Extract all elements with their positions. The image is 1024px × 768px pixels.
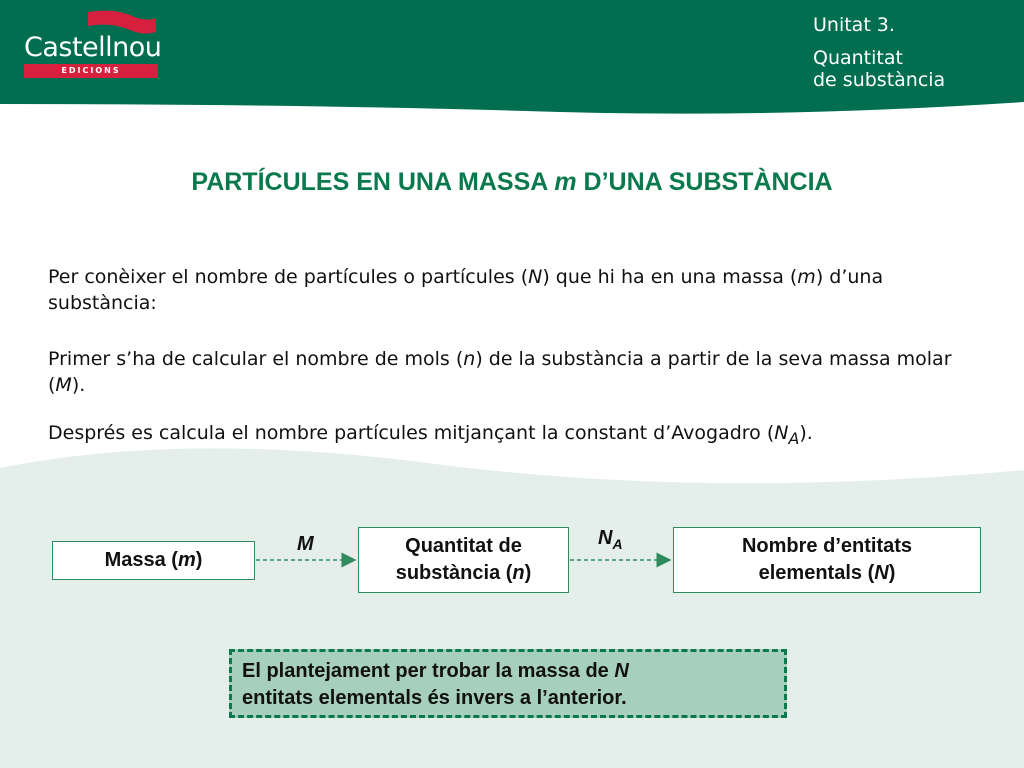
unit-number: Unitat 3.	[813, 14, 895, 36]
note-box: El plantejament per trobar la massa de N entitats elementals és invers a l’anterior.	[229, 649, 787, 718]
box-mass: Massa (m)	[52, 541, 255, 580]
unit-title-line2: de substància	[813, 69, 946, 91]
box-amount-substance: Quantitat de substància (n)	[358, 527, 569, 593]
paragraph-step1: Primer s’ha de calcular el nombre de mols (n) de la substància a partir de la seva massa molar (M).	[48, 348, 952, 396]
box-elementary-entities: Nombre d’entitats elementals (N)	[673, 527, 981, 593]
arrow1-label: M	[297, 533, 314, 555]
paragraph-intro: Per conèixer el nombre de partícules o partícules (N) que hi ha en una massa (m) d’una substància:	[48, 266, 884, 314]
unit-title-line1: Quantitat	[813, 47, 903, 69]
arrow2-label: $N_A$	[598, 527, 623, 552]
unit-header	[813, 14, 945, 91]
page-title: PARTÍCULES EN UNA MASSA m D’UNA SUBSTÀNCIA	[191, 168, 833, 196]
logo-brand: Castellnou	[24, 32, 162, 63]
logo-sub: EDICIONS	[24, 64, 158, 78]
castellnou-logo	[22, 10, 162, 78]
paragraph-step2: Després es calcula el nombre partícules mitjançant la constant d’Avogadro $(N_A)$.	[48, 422, 813, 448]
